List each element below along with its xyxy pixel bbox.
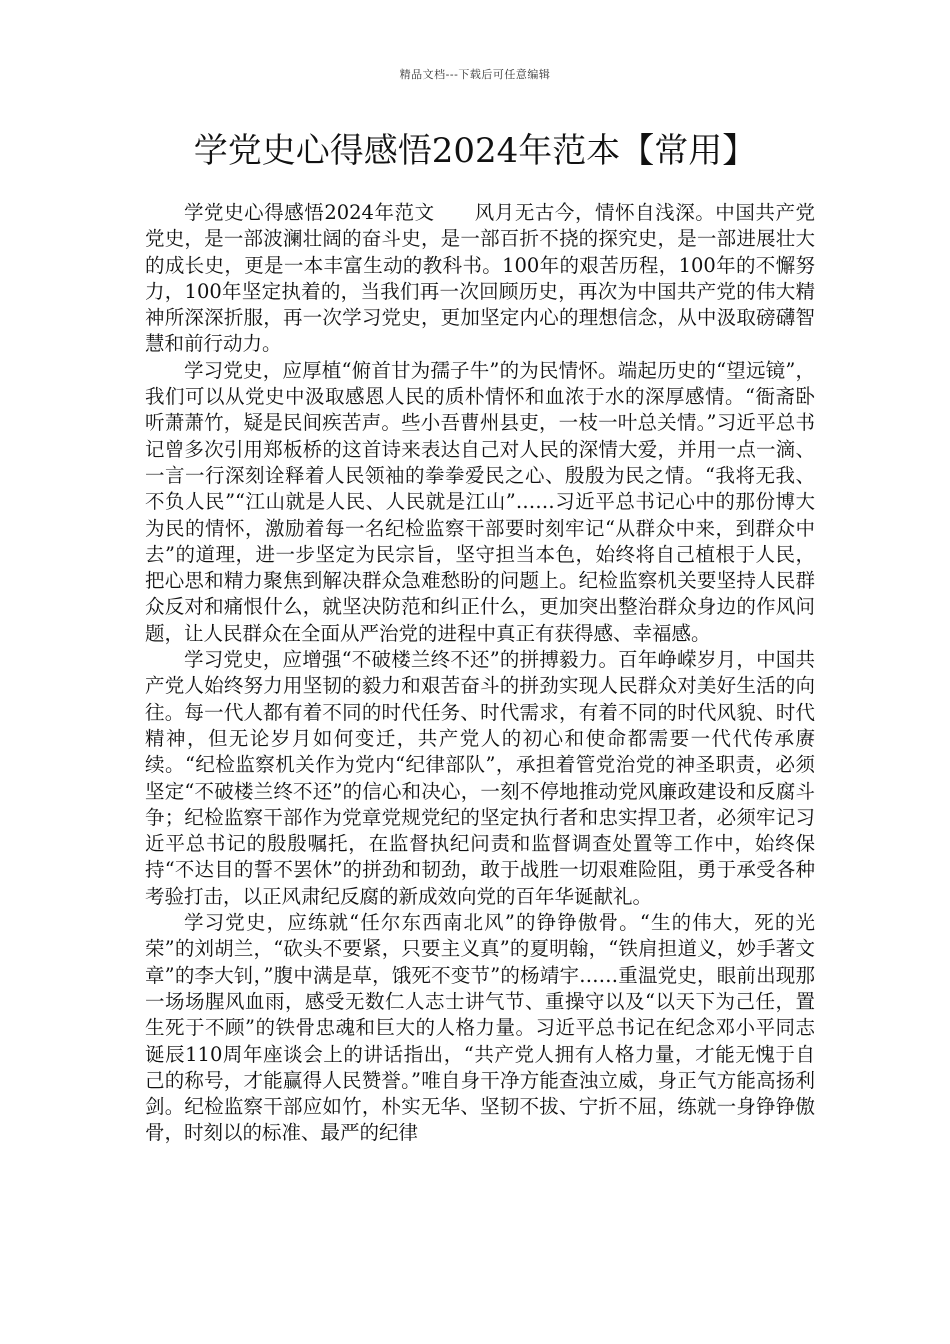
paragraph: 学习党史，应增强“不破楼兰终不还”的拼搏毅力。百年峥嵘岁月，中国共产党人始终努力用坚韧的毅力和艰苦奋斗的拼劲实现人民群众对美好生活的向往。每一代人都有着不同的时代任务、时代需求，有着不同的时代风貌、时代精神，但无论岁月如何变迁，共产党人的初心和使命都需要一代代传承赓续。“纪检监察机关作为党内“纪律部队”，承担着管党治党的神圣职责，必须坚定“不破楼兰终不还”的信心和决心，一刻不停地推动党风廉政建设和反腐斗争；纪检监察干部作为党章党规党纪的坚定执行者和忠实捍卫者，必须牢记习近平总书记的殷殷嘱托，在监督执纪问责和监督调查处置等工作中，始终保持“不达目的誓不罢休”的拼劲和韧劲，敢于战胜一切艰难险阻，勇于承受各种考验打击，以正风肃纪反腐的新成效向党的百年华诞献礼。: [145, 648, 815, 908]
header-note: 精品文档---下载后可任意编辑: [399, 68, 551, 81]
paragraph: 学习党史，应厚植“俯首甘为孺子牛”的为民情怀。端起历史的“望远镜”，我们可以从党史中汲取感恩人民的质朴情怀和血浓于水的深厚感情。“衙斋卧听萧萧竹，疑是民间疾苦声。些小吾曹州县吏，一枝一叶总关情。”习近平总书记曾多次引用郑板桥的这首诗来表达自己对人民的深情大爱，并用一点一滴、一言一行深刻诠释着人民领袖的拳拳爱民之心、殷殷为民之情。“我将无我、不负人民”“江山就是人民、人民就是江山”……习近平总书记心中的那份博大为民的情怀，激励着每一名纪检监察干部要时刻牢记“从群众中来，到群众中去”的道理，进一步坚定为民宗旨，坚守担当本色，始终将自己植根于人民，把心思和精力聚焦到解决群众急难愁盼的问题上。纪检监察机关要坚持人民群众反对和痛恨什么，就坚决防范和纠正什么，更加突出整治群众身边的作风问题，让人民群众在全面从严治党的进程中真正有获得感、幸福感。: [145, 358, 815, 645]
paragraph: 学党史心得感悟2024年范文 风月无古今，情怀自浅深。中国共产党党史，是一部波澜壮阔的奋斗史，是一部百折不挠的探究史，是一部进展壮大的成长史，更是一本丰富生动的教科书。100年的艰苦历程，100年的不懈努力，100年坚定执着的，当我们再一次回顾历史，再次为中国共产党的伟大精神所深深折服，再一次学习党史，更加坚定内心的理想信念，从中汲取磅礴智慧和前行动力。: [145, 201, 815, 356]
document-body: [145, 200, 815, 1147]
document-title: 学党史心得感悟2024年范本【常用】: [193, 131, 757, 171]
paragraph: 学习党史，应练就“任尔东西南北风”的铮铮傲骨。“生的伟大，死的光荣”的刘胡兰，“砍头不要紧，只要主义真”的夏明翰，“铁肩担道义，妙手著文章”的李大钊，”腹中满是草，饿死不变节”的杨靖宇……重温党史，眼前出现那一场场腥风血雨，感受无数仁人志士讲气节、重操守以及“以天下为己任，置生死于不顾”的铁骨忠魂和巨大的人格力量。习近平总书记在纪念邓小平同志诞辰110周年座谈会上的讲话指出，“共产党人拥有人格力量，才能无愧于自己的称号，才能赢得人民赞誉。”唯自身干净方能查浊立威，身正气方能高扬利剑。纪检监察干部应如竹，朴实无华、坚韧不拔、宁折不屈，练就一身铮铮傲骨，时刻以的标准、最严的纪律: [145, 911, 815, 1145]
